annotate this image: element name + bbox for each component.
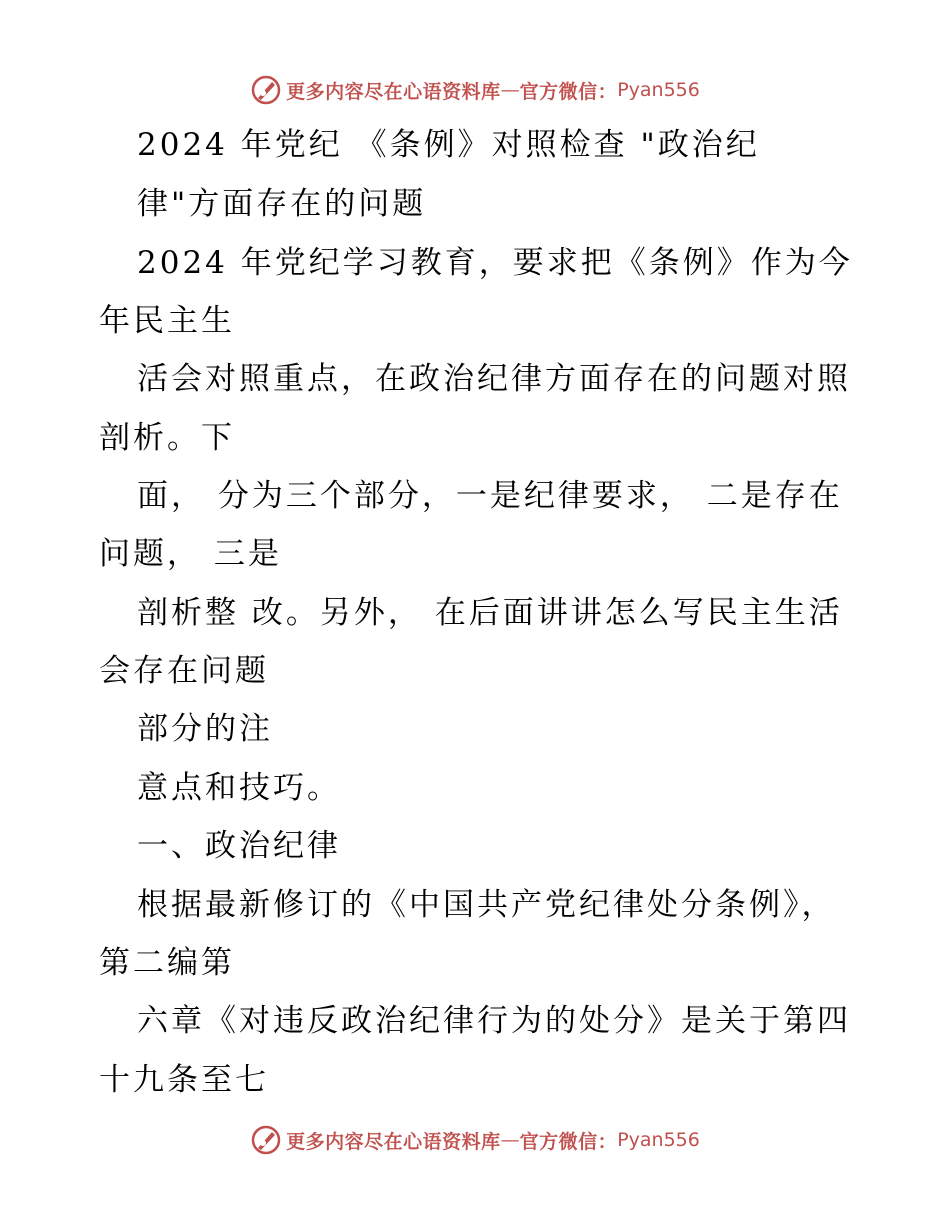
text-line: 剖析整 改。另外， 在后面讲讲怎么写民主生活 [137, 595, 843, 631]
text-line: 会存在问题 [99, 653, 269, 689]
text-line: 剖析。下 [99, 420, 235, 456]
text-line: 年民主生 [99, 303, 235, 339]
text-line: 六章《对违反政治纪律行为的处分》是关于第四 [137, 1003, 851, 1039]
header-sep: — [500, 79, 520, 101]
header-prefix: 更多内容尽在心语资料库 [286, 80, 501, 103]
header-id: Pyan556 [617, 79, 700, 101]
text-line: 面， 分为三个部分，一是纪律要求， 二是存在 [137, 478, 843, 514]
footer-id: Pyan556 [617, 1129, 700, 1151]
text-line: 意点和技巧。 [137, 770, 341, 806]
footer-banner [0, 1120, 950, 1160]
text-line: 问题， 三是 [99, 536, 282, 572]
text-line: 第二编第 [99, 945, 235, 981]
text-line: 部分的注 [137, 711, 273, 747]
footer-prefix: 更多内容尽在心语资料库 [286, 1130, 501, 1153]
footer-label: 官方微信： [519, 1130, 618, 1153]
text-line: 2024 年党纪学习教育，要求把《条例》作为今 [137, 245, 853, 281]
text-line: 根据最新修订的《中国共产党纪律处分条例》， [137, 887, 836, 923]
text-line: 十九条至七 [99, 1062, 269, 1098]
title-line-2: 律"方面存在的问题 [137, 186, 427, 222]
title-line-1: 2024 年党纪 《条例》对照检查 "政治纪 [137, 127, 760, 163]
footer-sep: — [500, 1129, 520, 1151]
text-line: 活会对照重点，在政治纪律方面存在的问题对照 [137, 361, 851, 397]
section-heading: 一、政治纪律 [137, 828, 341, 864]
pen-seal-icon [250, 1124, 282, 1156]
header-label: 官方微信： [519, 80, 618, 103]
